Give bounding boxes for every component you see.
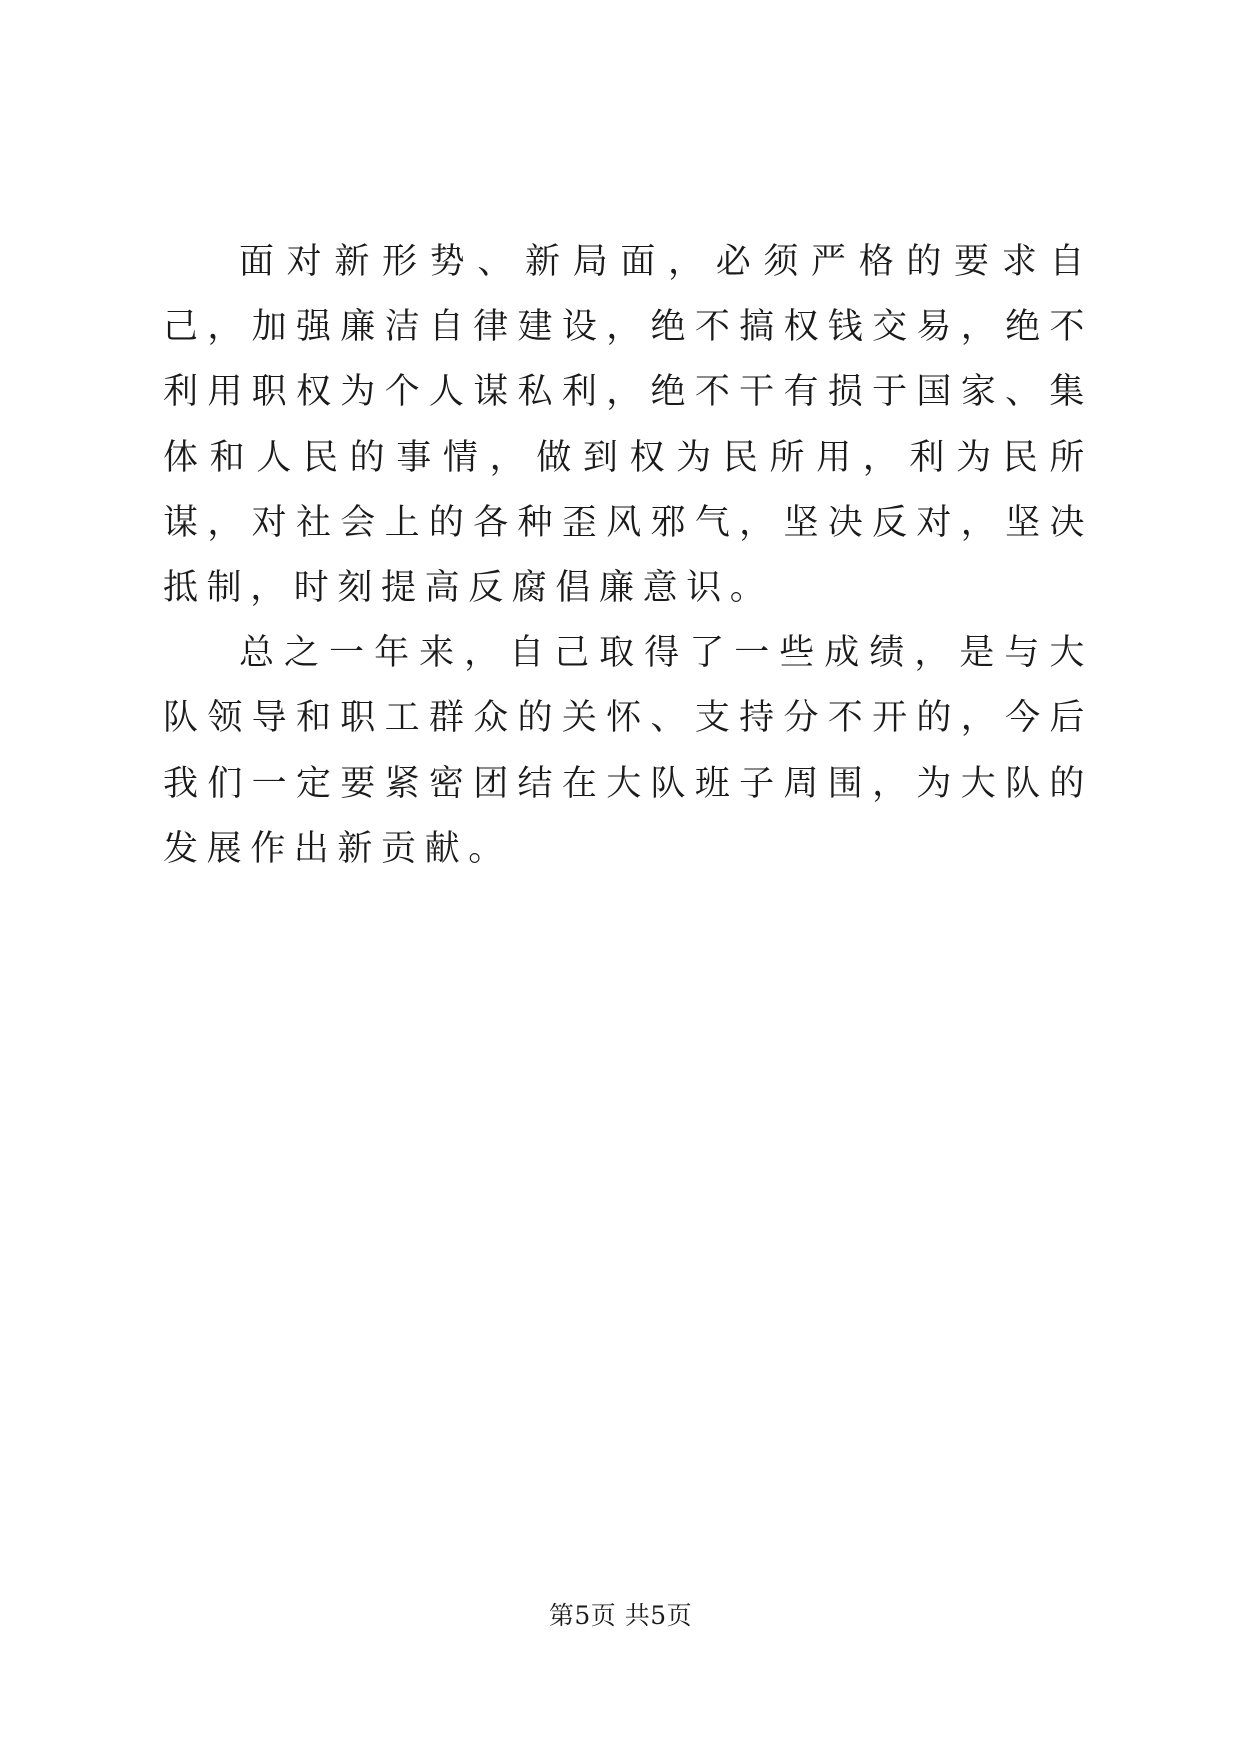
page-number-label: 第5页 共5页: [548, 1601, 693, 1630]
page-footer: [0, 1601, 1241, 1631]
paragraph-summary: 总之一年来，自己取得了一些成绩，是与大队领导和职工群众的关怀、支持分不开的，今后我们一定要紧密团结在大队班子周围，为大队的发展作出新贡献。: [163, 633, 1093, 869]
document-body: [163, 230, 1093, 882]
paragraph-integrity: 面对新形势、新局面，必须严格的要求自己，加强廉洁自律建设，绝不搞权钱交易，绝不利用职权为个人谋私利，绝不干有损于国家、集体和人民的事情，做到权为民所用，利为民所谋，对社会上的各种歪风邪气，坚决反对，坚决抵制，时刻提高反腐倡廉意识。: [163, 242, 1093, 609]
